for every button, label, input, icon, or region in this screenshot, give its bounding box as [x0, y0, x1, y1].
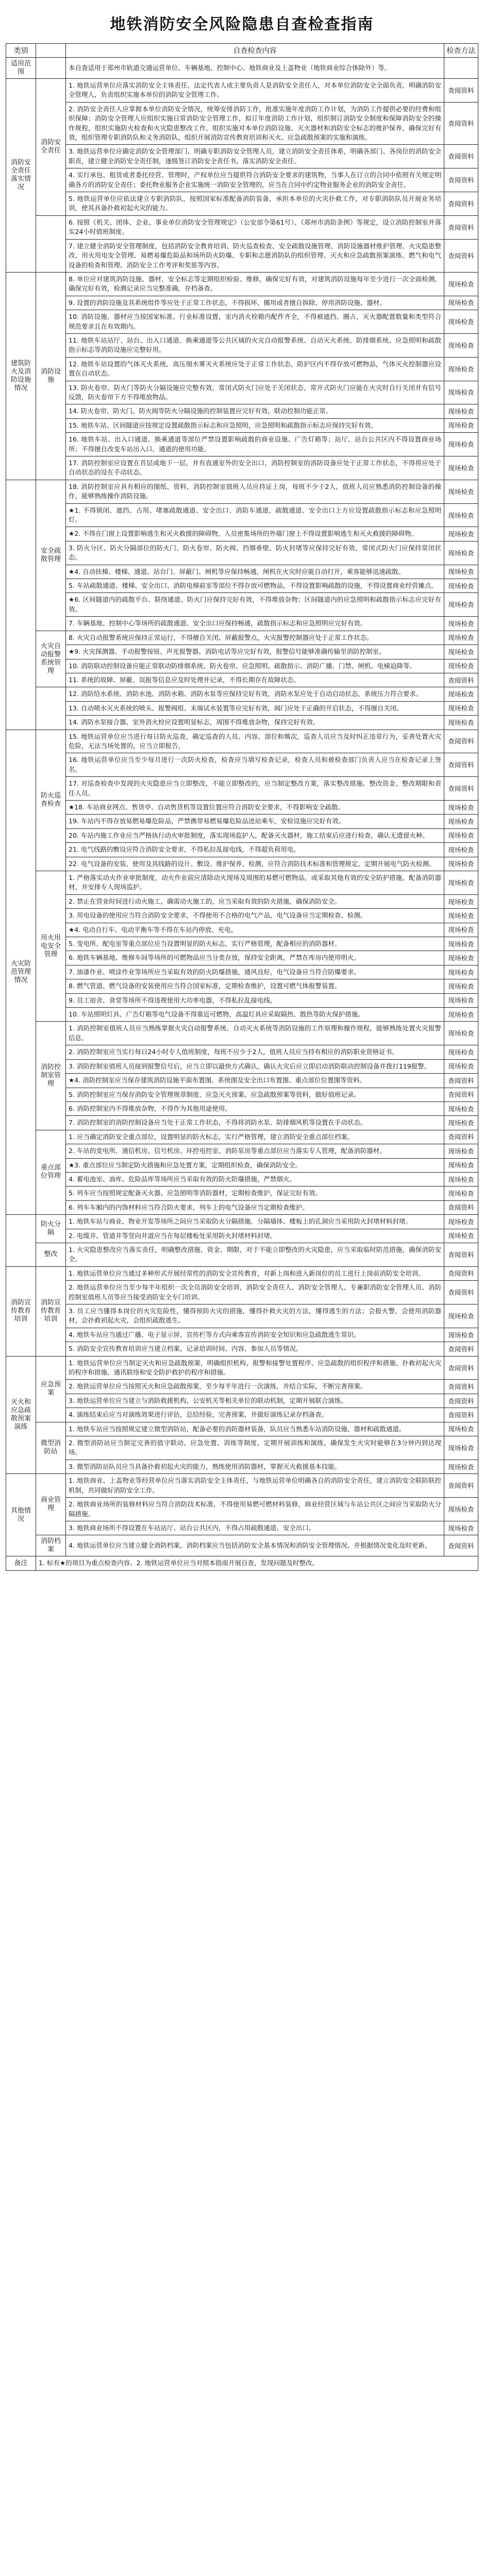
check-method: 查阅资料 — [444, 1356, 478, 1380]
table-row — [6, 730, 478, 753]
check-item-text: 4. 实行承包、租赁或者委托经营、管理时，产权单位应当提供符合消防安全要求的建筑物，当事人在订立的合同中依照有关规定明确各方的消防安全责任；委托物业服务企业实施统一消防安全管理的，应当在合同中约定物业服务企业的消防安全责任。 — [66, 168, 444, 192]
check-method: 现场检查 — [444, 909, 478, 923]
table-row — [6, 418, 478, 432]
check-item-text: 10. 消防设施、器材应当按国家标准、行业标准设置，室内消火栓箱内配件齐全，不得被遮挡、圈占，灭火器配置数量和类型符合规范要求且在有效期内。 — [66, 310, 444, 334]
table-row — [6, 1328, 478, 1342]
check-item-text: ★6. 区间隧道内的疏散平台、联络通道、防火门应保持完好有效，不得堆放杂物；区间隧道内的应急照明和疏散指示标志应完好有效。 — [66, 593, 444, 617]
check-method: 现场检查 — [444, 1229, 478, 1243]
check-item-text: 14. 消防水泵接合器、室外消火栓应设置明显标志，周围不得堆放杂物，保持完好有效。 — [66, 716, 444, 730]
check-method: 现场检查 — [444, 480, 478, 503]
check-method: 现场检查 — [444, 800, 478, 814]
check-method: 现场检查 — [444, 951, 478, 965]
subcategory-cell: 消防控制室管理 — [36, 1022, 66, 1130]
check-method: 现场检查 — [444, 716, 478, 730]
check-item-text: 2. 地铁运营单位应当至少每半年组织一次全员消防安全培训，消防安全责任人、消防安全管理人、专兼职消防安全管理人员、消防控制室值班人员等应当接受消防安全专门培训。 — [66, 1281, 444, 1304]
check-method: 现场检查 — [444, 1158, 478, 1172]
check-item-text: 14. 防火卷帘、防火门、防火阀等防火分隔设施的控制装置应完好有效，联动控制功能正常。 — [66, 404, 444, 418]
table-row — [6, 381, 478, 404]
check-method: 现场检查 — [444, 1144, 478, 1158]
inspection-table — [6, 43, 478, 1571]
check-method: 现场检查 — [444, 541, 478, 565]
table-row — [6, 1380, 478, 1394]
check-method: 查阅资料 — [444, 673, 478, 687]
check-method: 查阅资料 — [444, 1380, 478, 1394]
check-item-text: 1. 地铁运营单位应当通过多种形式开展经常性的消防安全宣传教育，对新上岗和进入新岗位的员工进行上岗前消防安全培训。 — [66, 1266, 444, 1280]
check-method: 现场检查 — [444, 631, 478, 645]
table-row — [6, 716, 478, 730]
check-item-text: 10. 消防联动控制设备应能正常联动防排烟系统、防火卷帘、应急照明、疏散指示、消防广播、门禁、闸机、电梯迫降等。 — [66, 659, 444, 673]
table-row — [6, 1172, 478, 1186]
table-row — [6, 357, 478, 381]
table-body — [6, 58, 478, 1571]
table-row — [6, 272, 478, 296]
table-row — [6, 1498, 478, 1521]
table-row — [6, 909, 478, 923]
check-method: 查阅资料 — [444, 1535, 478, 1556]
check-item-text: 5. 消防控制室应当保存消防安全管理规章制度、应急灭火预案、应急疏散预案等资料，做好值班记录。 — [66, 1088, 444, 1101]
subcategory-cell: 消防宣传教育培训 — [36, 1266, 66, 1356]
table-row — [6, 777, 478, 801]
table-row — [6, 1356, 478, 1380]
table-header-row — [6, 44, 478, 58]
subcategory-cell: 微型消防站 — [36, 1422, 66, 1474]
check-item-text: 3. 消防控制室值班人员接到报警信号后，应当立即以最快方式确认，确认火灾后应立即启动消防联动控制设备并拨打119报警。 — [66, 1059, 444, 1073]
check-method: 现场检查 — [444, 1215, 478, 1229]
check-item-text: 17. 对巡查检查中发现的火灾隐患应当立即整改，不能立即整改的，应当制定整改方案，落实整改措施、整改资金、整改期限和责任人员。 — [66, 777, 444, 801]
table-row — [6, 1008, 478, 1022]
check-item-text: ★18. 车站商业网点、售货亭、自动售货机等设置位置应符合消防安全要求，不得影响安全疏散。 — [66, 800, 444, 814]
table-row — [6, 333, 478, 357]
check-item-text: 15. 地铁运营单位应当进行每日防火巡查，确定巡查的人员、内容、部位和频次，巡查人员应当及时纠正违章行为，妥善处置火灾危险，无法当场处置的，应当立即报告。 — [66, 730, 444, 753]
table-row — [6, 673, 478, 687]
check-method: 现场检查 — [444, 579, 478, 593]
check-method: 查阅资料 — [444, 239, 478, 272]
check-item-text: 4. 演练结束后应当对演练效果进行评估，总结经验，完善预案，并做好演练记录存档备查。 — [66, 1408, 444, 1422]
category-cell: 消防安全责任落实情况 — [6, 79, 36, 273]
check-method: 查阅资料 — [444, 1130, 478, 1144]
check-item-text: 7. 车辆基地、控制中心等场所的疏散通道、安全出口应保持畅通，疏散指示标志和应急照明应完好有效。 — [66, 617, 444, 631]
check-method: 现场检查 — [444, 1045, 478, 1059]
table-row — [6, 617, 478, 631]
table-row — [6, 937, 478, 951]
check-method: 现场检查 — [444, 617, 478, 631]
check-item-text: 5. 消防安全宣传教育培训应当建立档案，记录培训时间、内容、参加人员等情况。 — [66, 1342, 444, 1356]
check-item-text: 7. 消防控制室的消防控制设备应当处于正常工作状态，不得将消防水泵、防排烟风机等设置在手动状态。 — [66, 1116, 444, 1130]
check-item-text: 3. 员工应当懂得本岗位的火灾危险性，懂得预防火灾的措施，懂得扑救火灾的方法，懂得逃生的方法；会报火警，会使用消防器材，会扑救初起火灾，会组织疏散逃生。 — [66, 1304, 444, 1328]
subcategory-cell: 消防安全责任 — [36, 79, 66, 216]
check-item-text: 5. 地铁运营单位应依法建立专职消防队，按照国家标准配备消防装备，承担本单位的火灾扑救工作，对专职消防队员开展业务培训，使其具备扑救初起火灾的能力。 — [66, 192, 444, 216]
check-item-text: 19. 车站内不得存放易燃易爆危险品，严禁携带易燃易爆危险品进站乘车，安检设施应完好有效。 — [66, 815, 444, 828]
check-method: 现场检查 — [444, 1172, 478, 1186]
check-item-text: 5. 列车应当按照规定配备灭火器、应急照明等消防器材，定期检查维护，保证完好有效。 — [66, 1187, 444, 1200]
check-method: 查阅资料 — [444, 145, 478, 168]
check-method: 查阅资料 — [444, 1474, 478, 1498]
subcategory-cell: 防火巡查检查 — [36, 730, 66, 871]
check-item-text: 4. 地铁运营单位应当建立健全消防档案，消防档案应当包括消防安全基本情况和消防安全管理情况，并根据情况变化及时更新。 — [66, 1535, 444, 1556]
check-item-text: 3. 地铁商业场所不得设置在车站站厅、站台公共区内，不得占用疏散通道、安全出口。 — [66, 1521, 444, 1535]
check-item-text: 11. 地铁车站站厅、站台、出入口通道、换乘通道等公共区域的火灾自动报警系统、自动灭火系统、防排烟系统、应急照明和疏散指示标志等消防设施应完整好用。 — [66, 333, 444, 357]
subcategory-cell: 火灾自动报警系统管理 — [36, 631, 66, 687]
check-method: 现场检查 — [444, 1022, 478, 1045]
check-item-text: 2. 微型消防站应当制定完善的值守联动、应急处置、训练等制度，定期开展训练和演练，确保发生火灾时能够在3分钟内到达现场。 — [66, 1436, 444, 1460]
check-item-text: ★4. 电动自行车、电动平衡车等不得在车站内停放、充电。 — [66, 923, 444, 937]
check-method: 现场检查 — [444, 828, 478, 842]
note-label: 备注 — [6, 1556, 36, 1570]
check-method: 现场检查 — [444, 1187, 478, 1200]
table-row — [6, 1408, 478, 1422]
table-row — [6, 565, 478, 579]
check-method: 查阅资料 — [444, 192, 478, 216]
check-method: 现场检查 — [444, 593, 478, 617]
check-item-text: 1. 地铁运营单位应当制定灭火和应急疏散预案，明确组织机构、报警和接警处置程序、应急疏散的组织程序和措施、扑救初起火灾的程序和措施、通讯联络和安全防护救护的程序和措施。 — [66, 1356, 444, 1380]
check-item-text: 4. 地铁车站应当通过广播、电子显示屏、宣传栏等方式向乘客宣传消防安全知识和应急疏散逃生常识。 — [66, 1328, 444, 1342]
check-item-text: 13. 防火卷帘、防火门等防火分隔设施应完整有效，常闭式防火门应处于关闭状态，常开式防火门应能在火灾时自行关闭并有信号反馈，防火卷帘下方不得堆放物品。 — [66, 381, 444, 404]
table-row — [6, 1281, 478, 1304]
check-item-text: 13. 自动喷水灭火系统的喷头、报警阀组、末端试水装置等应完好有效，阀门应处于正确的开启状态，不得擅自关闭。 — [66, 701, 444, 715]
category-cell: 火灾防范管理情况 — [6, 730, 36, 1215]
table-row — [6, 58, 478, 79]
table-row — [6, 1187, 478, 1200]
table-row — [6, 1074, 478, 1088]
check-item-text: 6. 列车车厢内的内饰材料应当符合防火要求，列车上的电气设备应当定期检查维护。 — [66, 1200, 444, 1214]
check-method: 现场检查 — [444, 527, 478, 541]
table-row — [6, 843, 478, 857]
table-row — [6, 1460, 478, 1473]
category-cell: 消防宣传教育培训 — [6, 1266, 36, 1356]
table-row — [6, 1116, 478, 1130]
check-method: 现场检查 — [444, 894, 478, 908]
note-text: 1. 标有★的项目为重点检查内容。2. 地铁运营单位应当对照本指南开展自查，发现问题及时整改。 — [36, 1556, 478, 1570]
table-row — [6, 433, 478, 456]
check-item-text: 1. 应当确定消防安全重点部位，设置明显的防火标志，实行严格管理，建立消防安全重点部位档案。 — [66, 1130, 444, 1144]
table-row — [6, 404, 478, 418]
header-subcategory — [36, 44, 66, 58]
subcategory-cell — [36, 215, 66, 272]
check-method: 现场检查 — [444, 333, 478, 357]
check-item-text: 3. 地铁运营单位应确定消防安全管理部门、明确专职消防安全管理人员，建立消防安全责任体系，明确各部门、各岗位的消防安全职责，建立健全消防安全责任制，逐级签订消防安全责任书，落实消防安全责任。 — [66, 145, 444, 168]
check-method: 查阅资料 — [444, 215, 478, 239]
subcategory-cell: 安全疏散管理 — [36, 480, 66, 631]
check-method: 现场检查 — [444, 1116, 478, 1130]
table-row — [6, 1059, 478, 1073]
check-item-text: 1. 地铁车站与商业、物业开发等场所之间应当采取防火分隔措施，分隔墙体、楼板上的孔洞应当采用防火封堵材料封堵。 — [66, 1215, 444, 1229]
check-method: 现场检查 — [444, 993, 478, 1007]
table-row — [6, 1200, 478, 1214]
check-item-text: 1. 火灾隐患整改应当落实责任，明确整改措施、资金、期限，对于不能立即整改的火灾隐患，应当采取临时防范措施，确保消防安全。 — [66, 1243, 444, 1266]
subcategory-cell — [36, 58, 66, 79]
category-cell: 适用范围 — [6, 58, 36, 79]
table-row — [6, 1158, 478, 1172]
check-item-text: 8. 燃气管道、燃气设备的安装使用应当符合国家标准，定期检查维护，设置可燃气体报警装置。 — [66, 979, 444, 993]
check-item-text: 9. 设置的消防设施及其系统组件等应处于正常工作状态，不得损坏、挪用或者擅自拆除、停用消防设施、器材。 — [66, 296, 444, 310]
check-method: 查阅资料 — [444, 1408, 478, 1422]
check-item-text: 21. 电气线路的敷设应符合消防安全要求，不得私拉乱接电线，不得超负荷用电。 — [66, 843, 444, 857]
table-row — [6, 871, 478, 895]
check-method: 现场检查 — [444, 1521, 478, 1535]
table-row — [6, 1342, 478, 1356]
check-item-text: 4. 蓄电池室、油库、危险品库等场所应当采取有效的防火防爆措施，严禁烟火。 — [66, 1172, 444, 1186]
table-row — [6, 923, 478, 937]
table-row — [6, 79, 478, 103]
check-method: 查阅资料 — [444, 1266, 478, 1280]
check-item-text: 1. 地铁车站应当按照规定建立微型消防站，配备必要的消防器材装备，队员应当熟悉车站消防设施、器材和疏散通道。 — [66, 1422, 444, 1436]
table-row — [6, 593, 478, 617]
subcategory-cell: 重点部位管理 — [36, 1130, 66, 1214]
check-item-text: 10. 车站照明灯具、广告灯箱等电气设备不得靠近可燃物，高温灯具应采取隔热、散热等防火保护措施。 — [66, 1008, 444, 1022]
check-item-text: 7. 建立健全消防安全管理制度，包括消防安全教育培训、防火巡查检查、安全疏散设施管理、消防设施器材维护管理、火灾隐患整改、用火用电安全管理、易燃易爆危险品和场所防火防爆、专职和志愿消防队的组织管理、灭火和应急疏散预案演练、燃气和电气设备的检查和管理、消防安全工作考评和奖惩等内容。 — [66, 239, 444, 272]
check-method: 现场检查 — [444, 1101, 478, 1115]
check-method: 现场检查 — [444, 659, 478, 673]
table-row — [6, 1101, 478, 1115]
check-item-text: ★9. 火灾探测器、手动报警按钮、声光报警器、消防电话等应完好有效，报警信号能够准确传输至消防控制室。 — [66, 645, 444, 659]
check-method: 查阅资料 — [444, 1394, 478, 1408]
check-method — [444, 58, 478, 79]
table-row — [6, 527, 478, 541]
check-method: 查阅资料 — [444, 753, 478, 777]
check-method: 现场检查 — [444, 565, 478, 579]
table-row — [6, 1130, 478, 1144]
subcategory-cell: 用火用电安全管理 — [36, 871, 66, 1022]
table-row — [6, 310, 478, 334]
check-method: 现场检查 — [444, 857, 478, 871]
check-method: 现场检查 — [444, 272, 478, 296]
check-method: 现场检查 — [444, 1304, 478, 1328]
document-title: 地铁消防安全风险隐患自查检查指南 — [110, 15, 374, 33]
check-method: 查阅资料 — [444, 1088, 478, 1101]
check-method: 现场检查 — [444, 1328, 478, 1342]
table-row — [6, 192, 478, 216]
check-item-text: 3. 用电设备的使用应当符合消防安全要求，不得使用不合格的电气产品，电气设备应当定期检查、检测。 — [66, 909, 444, 923]
check-method: 查阅资料 — [444, 1281, 478, 1304]
table-row — [6, 993, 478, 1007]
check-item-text: 12. 消防给水系统、消防水池、消防水箱、消防水泵等应保持完好有效，消防水泵应处于自动启动状态，系统压力符合要求。 — [66, 687, 444, 701]
table-row — [6, 1422, 478, 1436]
table-row — [6, 631, 478, 645]
check-item-text: 17. 消防控制室应设置在首层或地下一层，并有直通室外的安全出口，消防控制室的消防设备应处于正常工作状态，不得将应处于自动状态的设在手动状态。 — [66, 456, 444, 480]
header-category: 类别 — [6, 44, 36, 58]
check-method: 查阅资料 — [444, 102, 478, 145]
check-item-text: 20. 车站内施工作业应当严格执行动火审批制度，落实现场监护人，配备灭火器材，施工结束后应进行检查，确认无遗留火种。 — [66, 828, 444, 842]
table-row — [6, 1088, 478, 1101]
check-method: 现场检查 — [444, 701, 478, 715]
check-item-text: 2. 地铁商业场所的装修材料应当符合消防技术标准，不得使用易燃可燃材料装修，商业经营区域与车站公共区之间应当采取防火分隔措施。 — [66, 1498, 444, 1521]
check-method: 现场检查 — [444, 965, 478, 979]
check-item-text: 1. 严格落实动火作业审批制度，动火作业前应清除动火现场及周围的易燃可燃物品，或采取其他有效的安全防护措施，配备消防器材，并安排专人现场监护。 — [66, 871, 444, 895]
header-method: 检查方法 — [444, 44, 478, 58]
check-method: 现场检查 — [444, 381, 478, 404]
table-row — [6, 456, 478, 480]
check-method: 现场检查 — [444, 456, 478, 480]
check-item-text: 2. 消防控制室应当实行每日24小时专人值班制度，每班不应少于2人，值班人员应当持有相应的消防职业资格证书。 — [66, 1045, 444, 1059]
note-row — [6, 1556, 478, 1570]
check-item-text: 16. 地铁运营单位应当至少每月进行一次防火检查，检查应当填写检查记录，检查人员和被检查部门负责人应当在检查记录上签名。 — [66, 753, 444, 777]
header-content: 自查检查内容 — [66, 44, 444, 58]
check-method: 现场检查 — [444, 645, 478, 659]
table-row — [6, 1229, 478, 1243]
check-method: 现场检查 — [444, 687, 478, 701]
table-row — [6, 857, 478, 871]
table-row — [6, 753, 478, 777]
table-row — [6, 1144, 478, 1158]
table-row — [6, 296, 478, 310]
check-method: 查阅资料 — [444, 777, 478, 801]
check-item-text: ★3. 重点部位应当制定防火措施和应急处置方案，定期组织检查，确保消防安全。 — [66, 1158, 444, 1172]
check-item-text: 8. 单位应对建筑消防设施、器材、安全标志等定期组织检验、维修，确保完好有效，对建筑消防设施每年至少进行一次全面检测，确保完好有效，检测记录应当完整准确，存档备查。 — [66, 272, 444, 296]
subcategory-cell — [36, 687, 66, 730]
table-row — [6, 1436, 478, 1460]
table-row — [6, 828, 478, 842]
check-item-text: 12. 地铁车站设置的气体灭火系统、高压细水雾灭火系统应处于正常工作状态，防护区内不得存放可燃物品，气体灭火控制器应设置在自动状态。 — [66, 357, 444, 381]
check-item-text: 2. 车站的变电所、通信机房、信号机房、环控电控室、消防泵房等重点部位应当落实专人管理，配备消防器材。 — [66, 1144, 444, 1158]
table-row — [6, 1215, 478, 1229]
category-cell — [6, 1215, 36, 1267]
check-method: 查阅资料 — [444, 730, 478, 753]
table-row — [6, 541, 478, 565]
category-cell — [6, 480, 36, 730]
check-method: 现场检查 — [444, 404, 478, 418]
table-row — [6, 503, 478, 527]
check-method: 查阅资料 — [444, 168, 478, 192]
check-item-text: ★4. 自动扶梯、楼梯、通道、站台门、屏蔽门、闸机等应保持畅通，闸机在火灾时应能自动打开，乘客能够迅速疏散。 — [66, 565, 444, 579]
table-row — [6, 102, 478, 145]
check-method: 现场检查 — [444, 296, 478, 310]
table-row — [6, 1022, 478, 1045]
check-method: 现场检查 — [444, 1460, 478, 1473]
check-method: 查阅资料 — [444, 1342, 478, 1356]
check-item-text: 5. 车站疏散通道、楼梯、安全出口、消防电梯前室等部位不得存放可燃物品，不得设置影响疏散的设施，不得设置商业经营摊点。 — [66, 579, 444, 593]
subcategory-cell: 消防设施 — [36, 272, 66, 480]
table-row — [6, 1521, 478, 1535]
check-item-text: 2. 禁止在营业时间进行动火施工，确需动火施工的，应当采取有效的防火措施，确保消防安全。 — [66, 894, 444, 908]
check-item-text: 2. 地铁运营单位应当按照灭火和应急疏散预案，至少每半年进行一次演练，并结合实际，不断完善预案。 — [66, 1380, 444, 1394]
check-item-text: 9. 员工宿舍、食堂等场所不得违规使用大功率电器，不得私拉乱接电线。 — [66, 993, 444, 1007]
check-method: 现场检查 — [444, 923, 478, 937]
table-row — [6, 979, 478, 993]
table-row — [6, 239, 478, 272]
table-row — [6, 701, 478, 715]
check-item-text: 6. 消防控制室内不得堆放杂物，不得作为其他用途使用。 — [66, 1101, 444, 1115]
check-item-text: 3. 防火分区、防火分隔部位的防火门、防火卷帘、防火阀、挡烟垂壁、防火封堵等应保持完好有效，常闭式防火门应保持常闭状态。 — [66, 541, 444, 565]
check-item-text: ★4. 消防控制室应当保存建筑消防设施平面布置图、系统图及安全出口布置图、重点部位位置图等资料。 — [66, 1074, 444, 1088]
check-method: 现场检查 — [444, 433, 478, 456]
check-item-text: 15. 地铁车站、区间隧道应按规定设置疏散指示标志和应急照明，应急照明和疏散指示标志应保持完好有效。 — [66, 418, 444, 432]
check-method: 现场检查 — [444, 1059, 478, 1073]
check-method: 现场检查 — [444, 843, 478, 857]
table-row — [6, 815, 478, 828]
check-item-text: 6. 按照《机关、团体、企业、事业单位消防安全管理规定》（公安部令第61号）、《郑州市消防条例》等规定，设立消防控制室并落实24小时值班制度。 — [66, 215, 444, 239]
check-method: 现场检查 — [444, 979, 478, 993]
table-row — [6, 687, 478, 701]
check-item-text: ★2. 不得在门窗上设置影响逃生和灭火救援的障碍物，人员密集场所的外墙门窗上不得设置影响逃生和灭火救援的障碍物。 — [66, 527, 444, 541]
check-item-text: 3. 微型消防站队员应当具备扑救初起火灾的能力，熟练使用消防器材，掌握灭火救援基本技能。 — [66, 1460, 444, 1473]
check-item-text: 1. 地铁商业、上盖物业等经营单位应当落实消防安全主体责任，与地铁运营单位明确各自的消防安全责任，建立消防安全联防联控机制，共同做好消防安全工作。 — [66, 1474, 444, 1498]
check-method: 现场检查 — [444, 503, 478, 527]
check-item-text: ★1. 不得锁闭、遮挡、占用、堵塞疏散通道、安全出口、消防车通道，疏散通道、安全出口上方应设置疏散指示标志和应急照明灯。 — [66, 503, 444, 527]
table-row — [6, 579, 478, 593]
table-row — [6, 168, 478, 192]
check-item-text: 3. 地铁运营单位应当建立与消防救援机构、公安机关等相关单位的联动机制，定期开展联合演练。 — [66, 1394, 444, 1408]
check-item-text: 7. 油漆作业、喷涂作业等场所应当采取有效的防火防爆措施，通风良好，电气设备应当符合防爆要求。 — [66, 965, 444, 979]
check-item-text: 6. 地铁车辆基地、维修车间等场所的可燃物品应当分类存放，保持安全距离，严禁在库房内使用明火。 — [66, 951, 444, 965]
check-item-text: 16. 地铁车站、出入口通道、换乘通道等部位严禁设置影响疏散的商业设施、广告灯箱等；站厅、站台公共区内不得设置商业场所；不得擅自改变车站出入口、通道的使用功能。 — [66, 433, 444, 456]
check-method: 查阅资料 — [444, 1074, 478, 1088]
table-row — [6, 1394, 478, 1408]
table-row — [6, 1045, 478, 1059]
check-method: 现场检查 — [444, 871, 478, 895]
check-method: 现场检查 — [444, 310, 478, 334]
table-row — [6, 1474, 478, 1498]
subcategory-cell: 防火分隔 — [36, 1215, 66, 1243]
table-row — [6, 659, 478, 673]
check-item-text: 2. 电缆井、管道井等竖向井道应当在每层楼板处采用防火封堵材料封堵。 — [66, 1229, 444, 1243]
table-row — [6, 645, 478, 659]
check-item-text: 18. 消防控制室应具有相应的图纸、资料，消防控制室值班人员应持证上岗，每班不少于2人，值班人员应熟悉消防控制设备的操作，能够熟练操作消防设施。 — [66, 480, 444, 503]
category-cell: 其他情况 — [6, 1474, 36, 1556]
table-row — [6, 480, 478, 503]
check-item-text: 1. 地铁运营单位应落实消防安全主体责任，法定代表人或主要负责人是消防安全责任人，对本单位消防安全全面负责，明确消防安全管理人，负责组织实施本单位的消防安全管理工作。 — [66, 79, 444, 103]
check-method: 现场检查 — [444, 418, 478, 432]
check-method: 现场检查 — [444, 1422, 478, 1436]
table-row — [6, 965, 478, 979]
check-method: 现场检查 — [444, 357, 478, 381]
check-item-text: 2. 消防安全责任人应掌握本单位消防安全情况，统筹安排消防工作，批准实施年度消防工作计划，为消防工作提供必要的经费和组织保障；消防安全管理人应组织实施日常消防安全管理工作，拟订年度消防工作计划，组织制订消防安全制度和保障消防安全的操作规程，组织实施防火检查和火灾隐患整改工作，组织实施对本单位消防设施、灭火器材和消防安全标志的维护保养，确保完好有效，组织管理专职消防队和义务消防队，组织开展消防宣传教育培训和灭火、应急疏散预案的实施和演练。 — [66, 102, 444, 145]
subcategory-cell: 消防档案 — [36, 1535, 66, 1556]
check-item-text: 本自查适用于郑州市轨道交通运营单位、车辆基地、控制中心、地铁商业及上盖物业（地铁商业综合体除外）等。 — [66, 58, 444, 79]
check-method: 现场检查 — [444, 1498, 478, 1521]
check-item-text: 11. 系统的故障、屏蔽、误报等信息应及时处理并记录，不得长期存在故障状态。 — [66, 673, 444, 687]
table-row — [6, 1243, 478, 1266]
check-method: 现场检查 — [444, 937, 478, 951]
subcategory-cell: 应急预案 — [36, 1356, 66, 1422]
check-method: 查阅资料 — [444, 79, 478, 103]
subcategory-cell: 整改 — [36, 1243, 66, 1266]
check-item-text: 22. 电气设备的安装、使用及其线路的设计、敷设、维护保养、检测，应符合消防技术标准和管理规定，定期开展电气防火检测。 — [66, 857, 444, 871]
table-row — [6, 951, 478, 965]
table-row — [6, 894, 478, 908]
table-row — [6, 1266, 478, 1280]
table-row — [6, 1535, 478, 1556]
table-row — [6, 1304, 478, 1328]
check-method: 查阅资料 — [444, 1200, 478, 1214]
check-method: 现场检查 — [444, 1008, 478, 1022]
category-cell: 建筑防火及消防设施情况 — [6, 272, 36, 480]
check-method: 现场检查 — [444, 815, 478, 828]
check-item-text: 5. 变电所、配电室等重点部位应当设置明显的防火标志，实行严格管理，配备相应的消防器材。 — [66, 937, 444, 951]
table-row — [6, 215, 478, 239]
check-item-text: 8. 火灾自动报警系统应保持正常运行，不得擅自关闭、屏蔽报警点，火灾报警控制器应处于正常工作状态。 — [66, 631, 444, 645]
subcategory-cell: 商业管理 — [36, 1474, 66, 1535]
table-row — [6, 800, 478, 814]
category-cell: 灭火和应急疏散预案演练 — [6, 1356, 36, 1474]
table-row — [6, 145, 478, 168]
check-method: 查阅资料 — [444, 1243, 478, 1266]
check-method: 现场检查 — [444, 1436, 478, 1460]
check-item-text: 1. 消防控制室值班人员应当熟练掌握火灾自动报警系统、自动灭火系统等消防设施的工作原理和操作规程，能够熟练处置火灾报警信息。 — [66, 1022, 444, 1045]
